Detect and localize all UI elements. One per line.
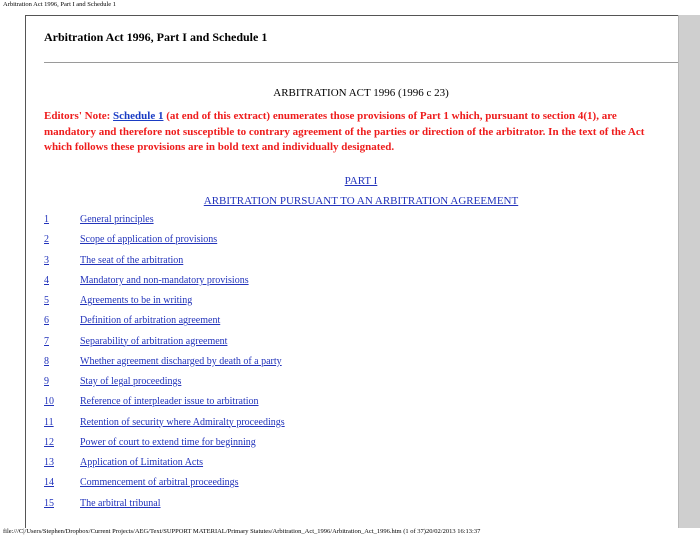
section-list-item [44, 477, 285, 497]
part-heading-link[interactable]: ARBITRATION PURSUANT TO AN ARBITRATION AGREEMENT [203, 195, 519, 207]
section-title-link[interactable]: Retention of security where Admiralty proceedings [80, 416, 285, 428]
section-number-link[interactable]: 11 [44, 416, 54, 428]
document-frame [25, 15, 678, 528]
document-title: Arbitration Act 1996, Part I and Schedule 1 [44, 30, 268, 44]
section-number-link[interactable]: 14 [44, 477, 54, 489]
section-list-item [44, 214, 285, 234]
section-number-link[interactable]: 13 [44, 457, 54, 468]
section-list-item [44, 336, 285, 356]
section-number-link[interactable]: 6 [44, 315, 49, 327]
section-title-link[interactable]: General principles [80, 214, 154, 225]
section-number-link[interactable]: 8 [44, 355, 49, 367]
act-title: ARBITRATION ACT 1996 (1996 c 23) [273, 87, 449, 99]
section-list-item [44, 315, 285, 335]
section-list-item [44, 396, 285, 416]
section-title-link[interactable]: Reference of interpleader issue to arbitration [80, 396, 259, 408]
section-number-link[interactable]: 3 [44, 254, 49, 266]
vertical-scrollbar[interactable] [678, 15, 700, 528]
section-title-link[interactable]: Whether agreement discharged by death of a party [80, 355, 282, 367]
schedule-1-link[interactable]: Schedule 1 [113, 110, 164, 122]
section-list-item [44, 437, 285, 457]
section-list-item [44, 498, 285, 518]
section-number-link[interactable]: 9 [44, 376, 49, 387]
section-title-link[interactable]: Power of court to extend time for beginning [80, 436, 256, 448]
section-title-link[interactable]: Mandatory and non-mandatory provisions [80, 274, 249, 286]
horizontal-rule [44, 62, 678, 63]
section-number-link[interactable]: 7 [44, 335, 49, 347]
section-title-link[interactable]: The seat of the arbitration [80, 254, 184, 266]
section-number-link[interactable]: 1 [44, 214, 49, 225]
section-title-link[interactable]: The arbitral tribunal [80, 497, 161, 509]
section-list [44, 214, 285, 518]
section-number-link[interactable]: 10 [44, 396, 54, 408]
print-header: Arbitration Act 1996, Part I and Schedule 1 [3, 1, 117, 8]
section-list-item [44, 376, 285, 396]
section-title-link[interactable]: Agreements to be in writing [80, 295, 193, 306]
section-list-item [44, 295, 285, 315]
section-number-link[interactable]: 2 [44, 234, 49, 246]
section-title-link[interactable]: Commencement of arbitral proceedings [80, 477, 239, 489]
part-label-link[interactable]: PART I [344, 175, 378, 187]
section-title-link[interactable]: Stay of legal proceedings [80, 376, 182, 387]
section-number-link[interactable]: 4 [44, 274, 49, 286]
section-list-item [44, 234, 285, 254]
editors-note-body: (at end of this extract) enumerates those provisions of Part 1 which, pursuant to section 4(1), are mandatory and therefore not susceptible to contrary agreement of the parties or direction of the arbitrator. In the text of the Act which follows these provisions are in bold text and individually designated. [44, 110, 645, 153]
section-title-link[interactable]: Scope of application of provisions [80, 234, 218, 246]
print-footer: file:///C|/Users/Stephen/Dropbox/Current Projects/AEG/Text/SUPPORT MATERIAL/Primary Statutes/Arbitration_Act_1996/Arbitration_Act_1996.htm (1 of 37)20/02/2013 16:13:37 [3, 528, 481, 535]
section-title-link[interactable]: Separability of arbitration agreement [80, 335, 228, 347]
section-list-item [44, 275, 285, 295]
section-number-link[interactable]: 12 [44, 436, 54, 448]
section-number-link[interactable]: 15 [44, 497, 54, 509]
section-title-link[interactable]: Application of Limitation Acts [80, 457, 204, 468]
editors-note-prefix: Editors' Note: [44, 110, 114, 122]
section-list-item [44, 457, 285, 477]
section-list-item [44, 255, 285, 275]
section-title-link[interactable]: Definition of arbitration agreement [80, 315, 221, 327]
section-list-item [44, 356, 285, 376]
section-list-item [44, 417, 285, 437]
editors-note [44, 109, 666, 156]
section-number-link[interactable]: 5 [44, 295, 49, 306]
